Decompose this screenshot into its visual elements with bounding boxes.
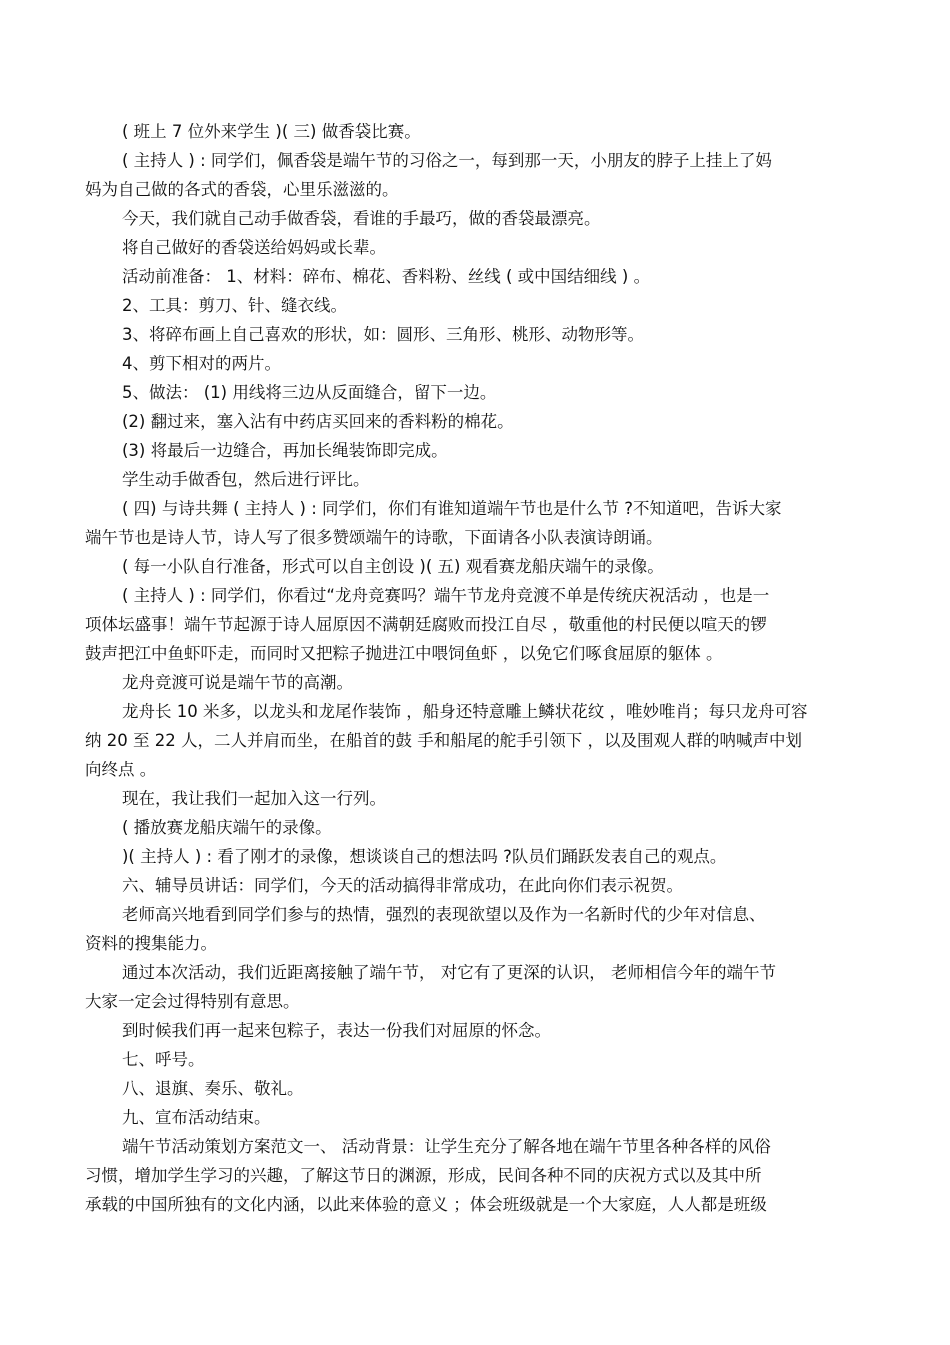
text-line: 活动前准备： 1、材料：碎布、棉花、香料粉、丝线 ( 或中国结细线 ) 。 [122,267,651,286]
paragraph [85,1016,870,1045]
paragraph [85,1132,870,1219]
text-line: 妈为自己做的各式的香袋，心里乐滋滋的。 [85,180,399,199]
text-line: 通过本次活动，我们近距离接触了端午节， 对它有了更深的认识， 老师相信今年的端午节 [122,963,776,982]
text-line: 到时候我们再一起来包粽子，表达一份我们对屈原的怀念。 [122,1021,551,1040]
paragraph [85,407,870,436]
text-line: 项体坛盛事！端午节起源于诗人屈原因不满朝廷腐败而投江自尽 ，敬重他的村民便以喧天的锣 [85,615,767,634]
paragraph [85,494,870,552]
paragraph [85,668,870,697]
paragraph [85,233,870,262]
paragraph [85,1045,870,1074]
paragraph [85,581,870,668]
text-line: ( 每一小队自行准备，形式可以自主创设 )( 五) 观看赛龙船庆端午的录像。 [122,557,664,576]
text-line: 纳 20 至 22 人，二人并肩而坐，在船首的鼓 手和船尾的舵手引领下 ，以及围观人群的呐喊声中划 [85,731,802,750]
paragraph [85,349,870,378]
text-line: 4、剪下相对的两片。 [122,354,281,373]
paragraph [85,291,870,320]
text-line: 鼓声把江中鱼虾吓走，而同时又把粽子抛进江中喂饲鱼虾 ，以免它们啄食屈原的躯体 。 [85,644,723,663]
paragraph [85,465,870,494]
paragraph [85,320,870,349]
text-line: 向终点 。 [85,760,157,779]
text-line: 老师高兴地看到同学们参与的热情，强烈的表现欲望以及作为一名新时代的少年对信息、 [122,905,766,924]
text-line: 3、将碎布画上自己喜欢的形状，如：圆形、三角形、桃形、动物形等。 [122,325,644,344]
text-line: 端午节活动策划方案范文一、 活动背景：让学生充分了解各地在端午节里各种各样的风俗 [122,1137,771,1156]
paragraph [85,697,870,784]
paragraph [85,842,870,871]
paragraph [85,958,870,1016]
text-line: 承载的中国所独有的文化内涵，以此来体验的意义 ；体会班级就是一个大家庭，人人都是班级 [85,1195,767,1214]
text-line: 八、退旗、奏乐、敬礼。 [122,1079,304,1098]
text-line: 5、做法： (1) 用线将三边从反面缝合，留下一边。 [122,383,497,402]
paragraph [85,262,870,291]
paragraph [85,1074,870,1103]
text-line: 今天，我们就自己动手做香袋，看谁的手最巧，做的香袋最漂亮。 [122,209,601,228]
paragraph [85,146,870,204]
text-line: 资料的搜集能力。 [85,934,217,953]
text-line: ( 四) 与诗共舞 ( 主持人 ) : 同学们，你们有谁知道端午节也是什么节 ?不知道吧，告诉大家 [122,499,782,518]
text-line: 六、辅导员讲话：同学们，今天的活动搞得非常成功，在此向你们表示祝贺。 [122,876,683,895]
paragraph [85,378,870,407]
text-line: 现在，我让我们一起加入这一行列。 [122,789,386,808]
paragraph [85,552,870,581]
text-line: 习惯，增加学生学习的兴趣，了解这节日的渊源，形成，民间各种不同的庆祝方式以及其中所 [85,1166,762,1185]
text-line: 大家一定会过得特别有意思。 [85,992,300,1011]
text-line: ( 播放赛龙船庆端午的录像。 [122,818,332,837]
paragraph [85,900,870,958]
text-line: )( 主持人 ) : 看了刚才的录像，想谈谈自己的想法吗 ?队员们踊跃发表自己的观点。 [122,847,727,866]
text-line: 端午节也是诗人节，诗人写了很多赞颂端午的诗歌，下面请各小队表演诗朗诵。 [85,528,663,547]
paragraph [85,436,870,465]
text-line: ( 班上 7 位外来学生 )( 三) 做香袋比赛。 [122,122,421,141]
text-line: 九、宣布活动结束。 [122,1108,271,1127]
text-line: 龙舟长 10 米多，以龙头和龙尾作装饰 ，船身还特意雕上鳞状花纹 ，唯妙唯肖；每只龙舟可容 [122,702,808,721]
paragraph [85,204,870,233]
text-line: 学生动手做香包，然后进行评比。 [122,470,370,489]
text-line: 将自己做好的香袋送给妈妈或长辈。 [122,238,386,257]
text-line: 龙舟竞渡可说是端午节的高潮。 [122,673,353,692]
text-line: 七、呼号。 [122,1050,205,1069]
paragraph [85,813,870,842]
paragraph [85,784,870,813]
text-line: (3) 将最后一边缝合，再加长绳装饰即完成。 [122,441,448,460]
paragraph [85,117,870,146]
paragraph [85,1103,870,1132]
document-body [85,117,870,1219]
paragraph [85,871,870,900]
text-line: ( 主持人 ) : 同学们，你看过“龙舟竞赛吗？端午节龙舟竞渡不单是传统庆祝活动 ，也是一 [122,586,770,605]
text-line: 2、工具：剪刀、针、缝衣线。 [122,296,347,315]
text-line: ( 主持人 ) : 同学们，佩香袋是端午节的习俗之一，每到那一天，小朋友的脖子上挂上了妈 [122,151,772,170]
text-line: (2) 翻过来，塞入沾有中药店买回来的香料粉的棉花。 [122,412,514,431]
